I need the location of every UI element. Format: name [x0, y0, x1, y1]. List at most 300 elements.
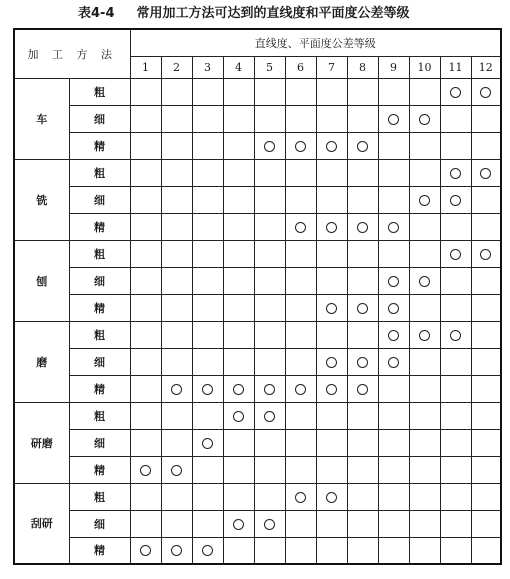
achievable-mark-icon [140, 545, 151, 556]
precision-level: 粗 [69, 402, 130, 429]
achievable-mark-icon [233, 384, 244, 395]
grade-cell-12 [471, 132, 501, 159]
table-row [14, 375, 501, 402]
grade-cell-7 [316, 429, 347, 456]
precision-level: 细 [69, 105, 130, 132]
grade-cell-4 [223, 456, 254, 483]
grade-cell-9 [378, 213, 409, 240]
grade-cell-6 [285, 510, 316, 537]
precision-level: 精 [69, 213, 130, 240]
grade-cell-4 [223, 105, 254, 132]
grade-cell-12 [471, 348, 501, 375]
grade-cell-9 [378, 105, 409, 132]
achievable-mark-icon [295, 222, 306, 233]
grade-cell-3 [192, 132, 223, 159]
table-number: 表4-4 [78, 6, 115, 21]
grade-cell-2 [161, 537, 192, 564]
achievable-mark-icon [388, 114, 399, 125]
grade-cell-7 [316, 132, 347, 159]
grade-cell-1 [130, 267, 161, 294]
grade-cell-8 [347, 321, 378, 348]
grade-cell-5 [254, 456, 285, 483]
grade-cell-7 [316, 537, 347, 564]
achievable-mark-icon [326, 141, 337, 152]
grade-cell-1 [130, 78, 161, 105]
grade-cell-5 [254, 402, 285, 429]
achievable-mark-icon [295, 384, 306, 395]
grade-cell-4 [223, 375, 254, 402]
precision-level: 细 [69, 429, 130, 456]
grade-cell-6 [285, 321, 316, 348]
grade-cell-4 [223, 159, 254, 186]
grade-cell-4 [223, 537, 254, 564]
grade-cell-1 [130, 213, 161, 240]
grade-cell-2 [161, 456, 192, 483]
grade-cell-12 [471, 294, 501, 321]
achievable-mark-icon [264, 519, 275, 530]
grade-cell-1 [130, 105, 161, 132]
grade-cell-4 [223, 267, 254, 294]
achievable-mark-icon [326, 222, 337, 233]
achievable-mark-icon [233, 519, 244, 530]
grade-cell-1 [130, 159, 161, 186]
grade-cell-5 [254, 375, 285, 402]
grade-cell-2 [161, 375, 192, 402]
table-row [14, 483, 501, 510]
grade-header-6: 6 [285, 56, 316, 78]
grade-cell-7 [316, 294, 347, 321]
grade-cell-12 [471, 78, 501, 105]
table-title [78, 4, 410, 24]
grade-cell-7 [316, 159, 347, 186]
grade-cell-10 [409, 186, 440, 213]
grade-cell-11 [440, 105, 471, 132]
grade-header-9: 9 [378, 56, 409, 78]
grade-cell-5 [254, 186, 285, 213]
method-name: 刨 [14, 240, 69, 321]
grade-cell-5 [254, 537, 285, 564]
precision-level: 粗 [69, 483, 130, 510]
table-caption: 常用加工方法可达到的直线度和平面度公差等级 [136, 6, 410, 21]
method-name: 铣 [14, 159, 69, 240]
grade-cell-11 [440, 213, 471, 240]
grade-cell-5 [254, 267, 285, 294]
grade-cell-6 [285, 132, 316, 159]
achievable-mark-icon [419, 330, 430, 341]
grade-cell-5 [254, 429, 285, 456]
grade-cell-5 [254, 213, 285, 240]
grade-cell-12 [471, 483, 501, 510]
grade-cell-7 [316, 348, 347, 375]
grade-cell-8 [347, 537, 378, 564]
grade-header-2: 2 [161, 56, 192, 78]
grade-cell-1 [130, 483, 161, 510]
grade-cell-11 [440, 294, 471, 321]
grade-cell-11 [440, 537, 471, 564]
achievable-mark-icon [171, 384, 182, 395]
precision-level: 细 [69, 510, 130, 537]
grade-header-7: 7 [316, 56, 347, 78]
grade-cell-8 [347, 213, 378, 240]
grade-cell-12 [471, 537, 501, 564]
grade-cell-1 [130, 132, 161, 159]
grade-cell-5 [254, 132, 285, 159]
grade-cell-10 [409, 402, 440, 429]
grade-cell-7 [316, 78, 347, 105]
grade-cell-7 [316, 240, 347, 267]
achievable-mark-icon [326, 492, 337, 503]
grade-cell-8 [347, 186, 378, 213]
grade-cell-4 [223, 510, 254, 537]
grade-cell-6 [285, 240, 316, 267]
grade-cell-9 [378, 348, 409, 375]
method-name: 刮研 [14, 483, 69, 564]
grade-cell-8 [347, 132, 378, 159]
grade-cell-6 [285, 429, 316, 456]
grade-cell-11 [440, 78, 471, 105]
table-row [14, 456, 501, 483]
achievable-mark-icon [450, 330, 461, 341]
grade-header-5: 5 [254, 56, 285, 78]
grade-cell-7 [316, 267, 347, 294]
grade-cell-9 [378, 537, 409, 564]
grade-cell-4 [223, 132, 254, 159]
grade-cell-6 [285, 78, 316, 105]
grade-cell-6 [285, 213, 316, 240]
achievable-mark-icon [264, 384, 275, 395]
grade-cell-3 [192, 483, 223, 510]
grade-cell-2 [161, 267, 192, 294]
achievable-mark-icon [264, 141, 275, 152]
grade-cell-9 [378, 483, 409, 510]
grade-cell-1 [130, 402, 161, 429]
grade-cell-5 [254, 240, 285, 267]
grade-cell-3 [192, 429, 223, 456]
grade-cell-4 [223, 402, 254, 429]
precision-level: 细 [69, 186, 130, 213]
precision-level: 精 [69, 294, 130, 321]
achievable-mark-icon [450, 249, 461, 260]
grade-cell-1 [130, 186, 161, 213]
grade-cell-2 [161, 510, 192, 537]
grade-cell-6 [285, 537, 316, 564]
grade-cell-11 [440, 132, 471, 159]
grade-header-11: 11 [440, 56, 471, 78]
grade-cell-7 [316, 402, 347, 429]
grade-cell-8 [347, 240, 378, 267]
grade-cell-2 [161, 402, 192, 429]
grade-cell-1 [130, 240, 161, 267]
grade-cell-3 [192, 510, 223, 537]
grade-cell-9 [378, 267, 409, 294]
grade-header-4: 4 [223, 56, 254, 78]
grade-cell-6 [285, 294, 316, 321]
achievable-mark-icon [326, 357, 337, 368]
grade-cell-1 [130, 510, 161, 537]
grade-group-header: 直线度、平面度公差等级 [130, 29, 501, 56]
grade-cell-10 [409, 78, 440, 105]
grade-cell-11 [440, 348, 471, 375]
grade-cell-12 [471, 321, 501, 348]
table-row [14, 159, 501, 186]
grade-cell-6 [285, 375, 316, 402]
achievable-mark-icon [480, 168, 491, 179]
grade-cell-5 [254, 105, 285, 132]
table-row [14, 402, 501, 429]
grade-cell-2 [161, 483, 192, 510]
grade-cell-2 [161, 105, 192, 132]
method-name: 研磨 [14, 402, 69, 483]
grade-cell-1 [130, 348, 161, 375]
grade-cell-11 [440, 375, 471, 402]
grade-cell-1 [130, 321, 161, 348]
grade-cell-12 [471, 267, 501, 294]
table-row [14, 213, 501, 240]
grade-cell-9 [378, 240, 409, 267]
achievable-mark-icon [419, 114, 430, 125]
grade-cell-11 [440, 321, 471, 348]
grade-cell-11 [440, 402, 471, 429]
grade-cell-3 [192, 267, 223, 294]
grade-cell-10 [409, 240, 440, 267]
grade-cell-5 [254, 483, 285, 510]
grade-cell-11 [440, 456, 471, 483]
grade-cell-3 [192, 240, 223, 267]
grade-cell-3 [192, 105, 223, 132]
precision-level: 精 [69, 132, 130, 159]
grade-cell-8 [347, 105, 378, 132]
grade-cell-10 [409, 510, 440, 537]
grade-cell-10 [409, 348, 440, 375]
grade-cell-4 [223, 348, 254, 375]
grade-header-1: 1 [130, 56, 161, 78]
achievable-mark-icon [233, 411, 244, 422]
grade-cell-2 [161, 240, 192, 267]
grade-cell-3 [192, 456, 223, 483]
grade-cell-4 [223, 186, 254, 213]
grade-cell-7 [316, 483, 347, 510]
grade-cell-7 [316, 105, 347, 132]
grade-header-10: 10 [409, 56, 440, 78]
method-name: 车 [14, 78, 69, 159]
precision-level: 粗 [69, 240, 130, 267]
grade-cell-12 [471, 159, 501, 186]
grade-cell-8 [347, 348, 378, 375]
grade-cell-10 [409, 483, 440, 510]
achievable-mark-icon [388, 222, 399, 233]
grade-cell-5 [254, 321, 285, 348]
grade-cell-1 [130, 429, 161, 456]
grade-cell-10 [409, 429, 440, 456]
grade-cell-3 [192, 375, 223, 402]
achievable-mark-icon [450, 168, 461, 179]
grade-cell-12 [471, 375, 501, 402]
grade-cell-10 [409, 537, 440, 564]
achievable-mark-icon [295, 492, 306, 503]
grade-cell-3 [192, 186, 223, 213]
grade-cell-11 [440, 159, 471, 186]
grade-cell-3 [192, 78, 223, 105]
grade-cell-9 [378, 159, 409, 186]
grade-cell-10 [409, 321, 440, 348]
achievable-mark-icon [388, 357, 399, 368]
precision-level: 细 [69, 348, 130, 375]
grade-cell-11 [440, 240, 471, 267]
grade-cell-2 [161, 159, 192, 186]
grade-cell-11 [440, 267, 471, 294]
grade-cell-9 [378, 78, 409, 105]
grade-cell-10 [409, 213, 440, 240]
table-row [14, 240, 501, 267]
achievable-mark-icon [388, 303, 399, 314]
grade-cell-9 [378, 510, 409, 537]
grade-cell-9 [378, 456, 409, 483]
grade-cell-2 [161, 213, 192, 240]
grade-cell-12 [471, 105, 501, 132]
grade-cell-9 [378, 321, 409, 348]
achievable-mark-icon [357, 222, 368, 233]
grade-cell-8 [347, 375, 378, 402]
grade-cell-4 [223, 483, 254, 510]
grade-cell-9 [378, 132, 409, 159]
grade-cell-12 [471, 456, 501, 483]
grade-cell-10 [409, 456, 440, 483]
table-row [14, 321, 501, 348]
table-row [14, 78, 501, 105]
table-row [14, 510, 501, 537]
achievable-mark-icon [419, 276, 430, 287]
achievable-mark-icon [480, 249, 491, 260]
grade-cell-12 [471, 186, 501, 213]
grade-cell-6 [285, 186, 316, 213]
grade-cell-6 [285, 402, 316, 429]
achievable-mark-icon [450, 195, 461, 206]
achievable-mark-icon [295, 141, 306, 152]
grade-cell-2 [161, 186, 192, 213]
grade-cell-8 [347, 483, 378, 510]
grade-cell-4 [223, 213, 254, 240]
grade-cell-4 [223, 321, 254, 348]
precision-level: 粗 [69, 321, 130, 348]
achievable-mark-icon [450, 87, 461, 98]
achievable-mark-icon [264, 411, 275, 422]
achievable-mark-icon [357, 357, 368, 368]
grade-cell-10 [409, 159, 440, 186]
grade-cell-2 [161, 78, 192, 105]
grade-cell-2 [161, 348, 192, 375]
grade-cell-11 [440, 186, 471, 213]
grade-cell-4 [223, 240, 254, 267]
grade-header-12: 12 [471, 56, 501, 78]
grade-cell-6 [285, 105, 316, 132]
grade-cell-10 [409, 375, 440, 402]
grade-cell-6 [285, 267, 316, 294]
grade-cell-8 [347, 267, 378, 294]
grade-cell-3 [192, 348, 223, 375]
grade-cell-5 [254, 294, 285, 321]
grade-cell-8 [347, 402, 378, 429]
grade-cell-1 [130, 375, 161, 402]
grade-cell-12 [471, 213, 501, 240]
grade-cell-11 [440, 510, 471, 537]
grade-cell-7 [316, 213, 347, 240]
grade-cell-4 [223, 78, 254, 105]
grade-cell-3 [192, 321, 223, 348]
grade-cell-3 [192, 294, 223, 321]
grade-cell-12 [471, 402, 501, 429]
grade-cell-8 [347, 159, 378, 186]
grade-cell-6 [285, 159, 316, 186]
grade-cell-5 [254, 348, 285, 375]
achievable-mark-icon [202, 384, 213, 395]
grade-cell-3 [192, 213, 223, 240]
achievable-mark-icon [419, 195, 430, 206]
achievable-mark-icon [202, 438, 213, 449]
grade-cell-7 [316, 510, 347, 537]
grade-cell-9 [378, 294, 409, 321]
table-row [14, 294, 501, 321]
table-row [14, 267, 501, 294]
grade-cell-9 [378, 186, 409, 213]
grade-cell-7 [316, 375, 347, 402]
precision-level: 细 [69, 267, 130, 294]
grade-cell-9 [378, 429, 409, 456]
grade-cell-8 [347, 429, 378, 456]
table-row [14, 186, 501, 213]
grade-cell-2 [161, 429, 192, 456]
grade-cell-7 [316, 186, 347, 213]
grade-cell-10 [409, 294, 440, 321]
grade-cell-12 [471, 510, 501, 537]
grade-cell-8 [347, 294, 378, 321]
grade-cell-8 [347, 510, 378, 537]
grade-cell-5 [254, 159, 285, 186]
achievable-mark-icon [202, 545, 213, 556]
grade-cell-4 [223, 429, 254, 456]
achievable-mark-icon [326, 384, 337, 395]
achievable-mark-icon [357, 384, 368, 395]
grade-header-8: 8 [347, 56, 378, 78]
grade-cell-8 [347, 78, 378, 105]
grade-cell-9 [378, 402, 409, 429]
grade-cell-7 [316, 456, 347, 483]
table-row [14, 105, 501, 132]
grade-cell-2 [161, 321, 192, 348]
grade-cell-6 [285, 456, 316, 483]
grade-cell-1 [130, 537, 161, 564]
achievable-mark-icon [480, 87, 491, 98]
grade-cell-10 [409, 267, 440, 294]
table-row [14, 348, 501, 375]
grade-cell-5 [254, 510, 285, 537]
grade-cell-5 [254, 78, 285, 105]
grade-cell-7 [316, 321, 347, 348]
grade-cell-4 [223, 294, 254, 321]
grade-cell-11 [440, 429, 471, 456]
achievable-mark-icon [140, 465, 151, 476]
grade-cell-2 [161, 132, 192, 159]
table-row [14, 537, 501, 564]
grade-cell-11 [440, 483, 471, 510]
grade-cell-10 [409, 132, 440, 159]
grade-cell-1 [130, 456, 161, 483]
grade-cell-9 [378, 375, 409, 402]
grade-cell-3 [192, 537, 223, 564]
grade-cell-8 [347, 456, 378, 483]
table-row [14, 429, 501, 456]
achievable-mark-icon [357, 141, 368, 152]
precision-level: 粗 [69, 159, 130, 186]
